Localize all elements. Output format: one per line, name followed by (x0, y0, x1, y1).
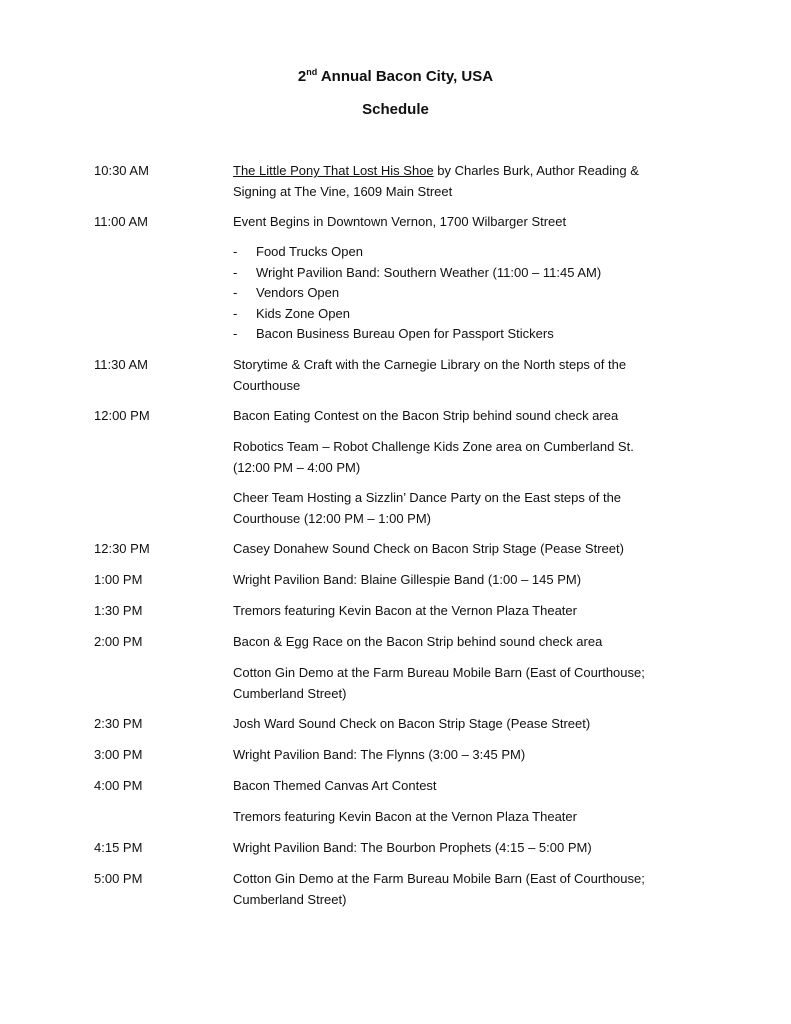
time-230pm: 2:30 PM (94, 716, 143, 731)
time-300pm: 3:00 PM (94, 747, 143, 762)
event-cotton-gin-demo-2-line1: Cotton Gin Demo at the Farm Bureau Mobile Barn (East of Courthouse; (233, 871, 645, 886)
event-cheer-team-line2: Courthouse (12:00 PM – 1:00 PM) (233, 511, 431, 526)
bullet-dash: - (233, 244, 238, 259)
page-subtitle: Schedule (362, 101, 429, 118)
bullet-dash: - (233, 326, 238, 341)
event-blaine-gillespie: Wright Pavilion Band: Blaine Gillespie Band (1:00 – 145 PM) (233, 572, 582, 587)
list-item-text: Bacon Business Bureau Open for Passport Stickers (256, 326, 554, 341)
event-cotton-gin-demo (233, 662, 693, 704)
event-robotics-team (233, 436, 693, 478)
event-tremors-2: Tremors featuring Kevin Bacon at the Vernon Plaza Theater (233, 809, 577, 824)
bullet-dash: - (233, 285, 238, 300)
time-1230pm: 12:30 PM (94, 541, 150, 556)
list-item (233, 283, 693, 304)
event-cotton-gin-demo-line2: Cumberland Street) (233, 686, 347, 701)
list-item-text: Vendors Open (256, 285, 340, 300)
time-400pm: 4:00 PM (94, 778, 143, 793)
time-415pm: 4:15 PM (94, 840, 143, 855)
time-1100am: 11:00 AM (94, 214, 148, 229)
time-1030am: 10:30 AM (94, 163, 149, 178)
time-130pm: 1:30 PM (94, 603, 143, 618)
bullet-dash: - (233, 305, 238, 321)
list-item (233, 263, 693, 284)
event-cheer-team-line1: Cheer Team Hosting a Sizzlin’ Dance Party on the East steps of the (233, 490, 622, 505)
list-item-text: Kids Zone Open (256, 305, 350, 321)
event-author-reading-line1 (233, 160, 693, 181)
event-storytime-line2: Courthouse (233, 378, 301, 393)
event-cheer-team (233, 487, 693, 529)
list-item (233, 242, 693, 263)
event-cotton-gin-demo-2 (233, 868, 693, 910)
event-robotics-team-line1: Robotics Team – Robot Challenge Kids Zone area on Cumberland St. (233, 439, 634, 454)
event-author-reading-line2: Signing at The Vine, 1609 Main Street (233, 184, 453, 199)
time-1130am: 11:30 AM (94, 357, 148, 372)
event-storytime (233, 354, 693, 396)
bullet-dash: - (233, 264, 238, 280)
event-robotics-team-line2: (12:00 PM – 4:00 PM) (233, 460, 361, 475)
time-500pm: 5:00 PM (94, 871, 143, 886)
event-the-flynns: Wright Pavilion Band: The Flynns (3:00 – 3:45 PM) (233, 747, 526, 762)
event-cotton-gin-demo-2-line2: Cumberland Street) (233, 892, 347, 907)
time-1200pm: 12:00 PM (94, 408, 150, 423)
event-author-reading (233, 160, 693, 202)
title-text: Annual Bacon City, USA (317, 68, 494, 85)
list-item (233, 324, 693, 345)
book-title: The Little Pony That Lost His Shoe (233, 163, 434, 178)
list-item-text: Food Trucks Open (256, 244, 363, 259)
title-ordinal: 2 (297, 68, 307, 85)
time-200pm: 2:00 PM (94, 634, 143, 649)
event-casey-donahew: Casey Donahew Sound Check on Bacon Strip Stage (Pease Street) (233, 541, 624, 556)
event-begins-list (233, 242, 693, 345)
event-bacon-eating-contest: Bacon Eating Contest on the Bacon Strip behind sound check area (233, 408, 619, 423)
event-begins: Event Begins in Downtown Vernon, 1700 Wilbarger Street (233, 214, 567, 229)
event-bacon-egg-race: Bacon & Egg Race on the Bacon Strip behind sound check area (233, 634, 603, 649)
event-josh-ward: Josh Ward Sound Check on Bacon Strip Stage (Pease Street) (233, 716, 591, 731)
event-bourbon-prophets: Wright Pavilion Band: The Bourbon Prophets (4:15 – 5:00 PM) (233, 840, 592, 855)
title-ordinal-suffix: nd (306, 67, 318, 77)
book-title-rest: by Charles Burk, Author Reading & (433, 163, 639, 178)
time-100pm: 1:00 PM (94, 572, 143, 587)
list-item (233, 304, 693, 325)
event-canvas-art-contest: Bacon Themed Canvas Art Contest (233, 778, 437, 793)
event-cotton-gin-demo-line1: Cotton Gin Demo at the Farm Bureau Mobile Barn (East of Courthouse; (233, 665, 645, 680)
event-tremors: Tremors featuring Kevin Bacon at the Vernon Plaza Theater (233, 603, 577, 618)
list-item-text: Wright Pavilion Band: Southern Weather (11:00 – 11:45 AM) (256, 264, 602, 280)
event-storytime-line1: Storytime & Craft with the Carnegie Library on the North steps of the (233, 357, 627, 372)
